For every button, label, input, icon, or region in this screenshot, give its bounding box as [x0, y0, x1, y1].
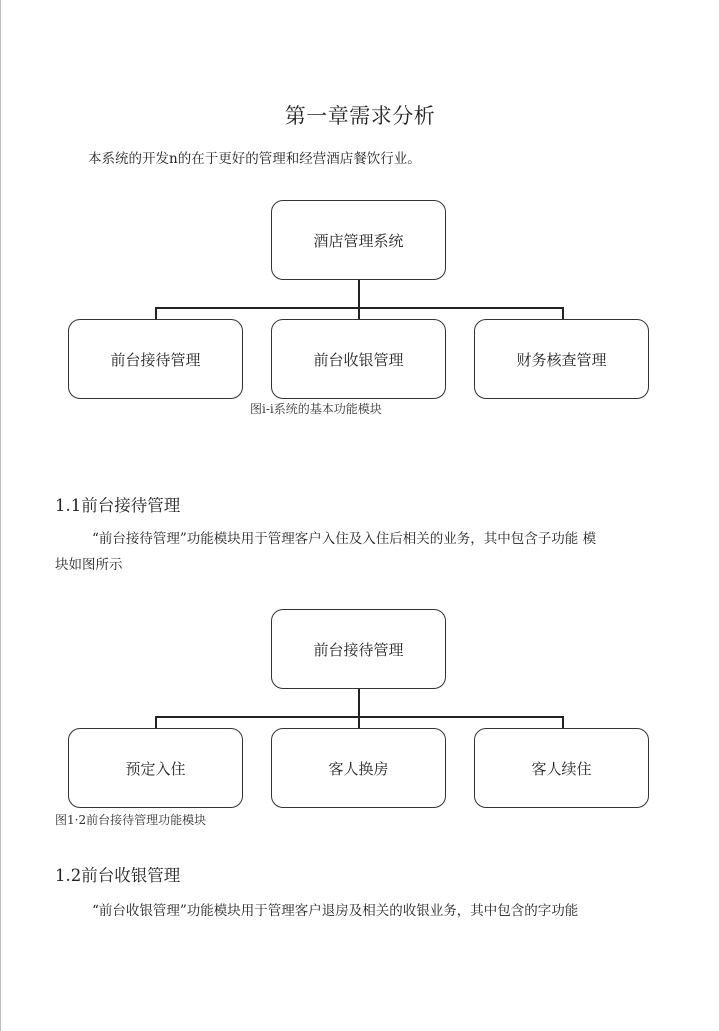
intro-paragraph: 本系统的开发n的在于更好的管理和经营酒店餐饮行业。 [88, 151, 421, 167]
diagram1-root-box [271, 200, 446, 280]
diagram1-caption: 图i-i系统的基本功能模块 [250, 402, 382, 416]
section1-heading: 1.1前台接待管理 [55, 496, 181, 515]
diagram2-caption: 图1·2前台接待管理功能模块 [55, 813, 207, 827]
diagram2-child-box-3 [474, 728, 649, 808]
diagram2-child-box-2 [271, 728, 446, 808]
chapter-title: 第一章需求分析 [284, 104, 436, 128]
diagram1-root-label: 酒店管理系统 [313, 231, 404, 250]
section1-text-line1: “前台接待管理”功能模块用于管理客户入住及入住后相关的业务，其中包含子功能 模 [92, 531, 597, 547]
diagram1-child-box-3 [474, 319, 649, 399]
diagram2-child-label-3: 客人续住 [531, 759, 592, 778]
diagram2-child-box-1 [68, 728, 243, 808]
diagram2-child-label-2: 客人换房 [328, 759, 389, 778]
diagram2-connector-trunk [358, 689, 360, 729]
diagram2-root-label: 前台接待管理 [313, 640, 404, 659]
diagram1-child-label-1: 前台接待管理 [110, 350, 201, 369]
section2-text-line1: “前台收银管理”功能模块用于管理客户退房及相关的收银业务，其中包含的字功能 [92, 903, 579, 919]
diagram2-connector-bar [155, 716, 563, 718]
diagram1-child-label-3: 财务核查管理 [516, 350, 607, 369]
diagram2-root-box [271, 609, 446, 689]
diagram1-child-box-1 [68, 319, 243, 399]
diagram2-child-label-1: 预定入住 [125, 759, 186, 778]
page-border-left [0, 0, 1, 1031]
diagram1-child-box-2 [271, 319, 446, 399]
diagram1-connector-bar [155, 307, 563, 309]
section2-heading: 1.2前台收银管理 [55, 866, 181, 885]
diagram1-child-label-2: 前台收银管理 [313, 350, 404, 369]
diagram1-connector-trunk [358, 280, 360, 320]
section1-text-line2: 块如图所示 [55, 557, 123, 573]
